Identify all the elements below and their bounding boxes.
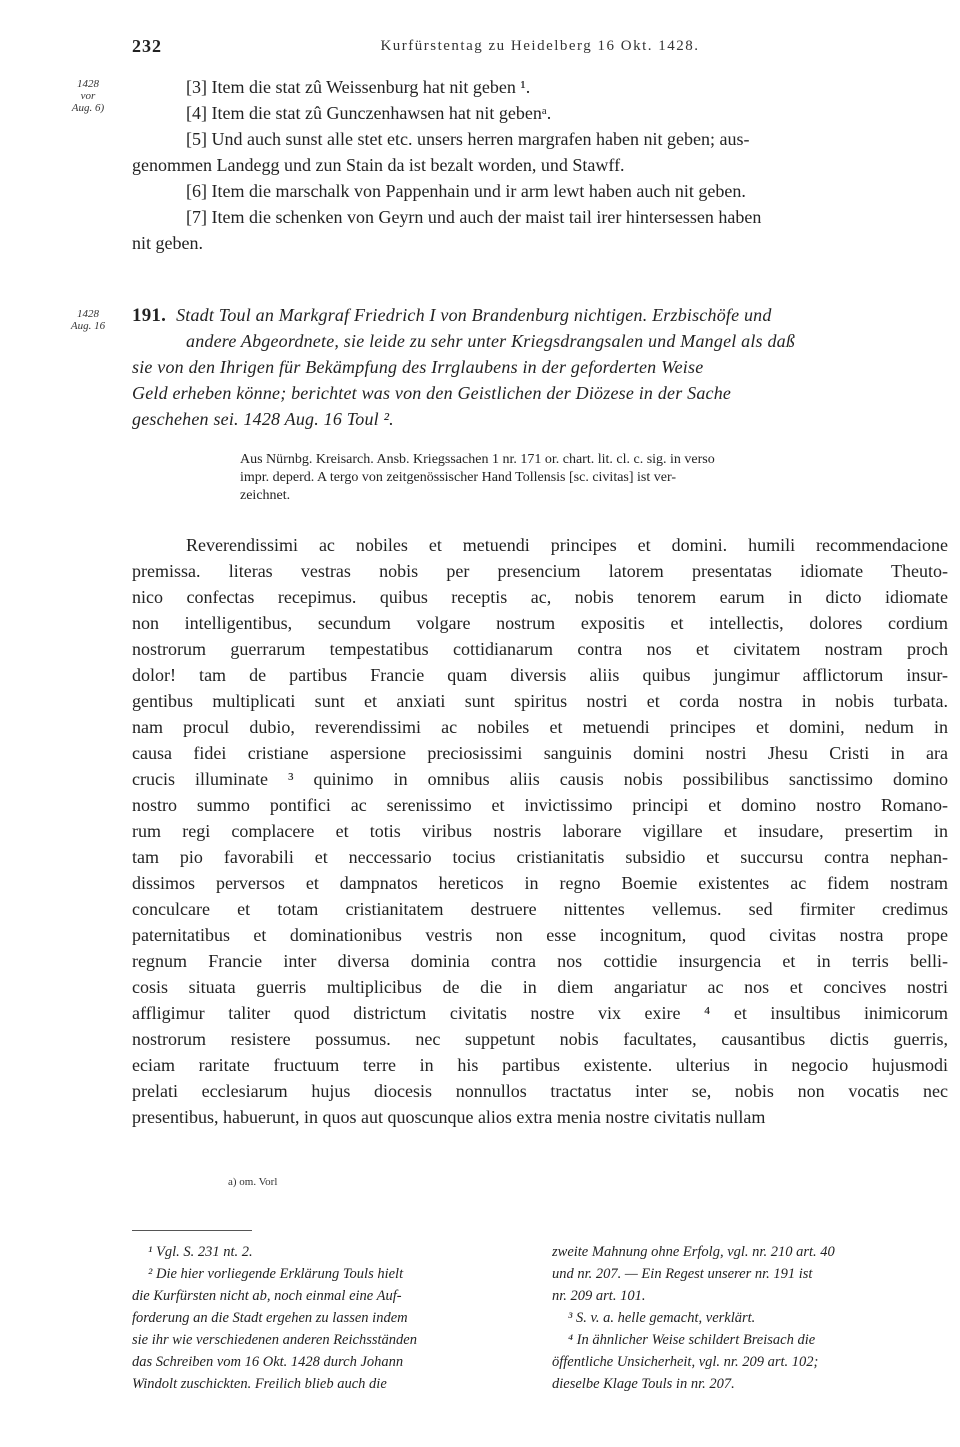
text-line: rum regi complacere et totis viribus nostris laborare vigillare et insudare, presertim in bbox=[132, 821, 948, 841]
text-line: prelati ecclesiarum hujus diocesis nonnullos tractatus inter se, nobis non vocatis nec bbox=[132, 1081, 948, 1101]
regest-line: Geld erheben könne; berichtet was von den Geistlichen der Diözese in der Sache bbox=[132, 383, 732, 403]
footnote-line: das Schreiben vom 16 Okt. 1428 durch Johann bbox=[132, 1354, 404, 1370]
regest-line: andere Abgeordnete, sie leide zu sehr unter Kriegsdrangsalen und Mangel als daß bbox=[186, 331, 796, 351]
text-line: nostro summo pontifici ac serenissimo et invictissimo principi et domino nostro Romano- bbox=[132, 795, 948, 815]
text-line: tam pio favorabili et neccessario tocius cristianitatis subsidio et succursu contra nephan- bbox=[132, 847, 948, 867]
items-list bbox=[132, 74, 948, 256]
text-line: nostrorum guerrarum tempestatibus cottidianarum contra nos et civitatem nostram proch bbox=[132, 639, 948, 659]
margin-date-line: Aug. 6) bbox=[71, 102, 105, 114]
regest-line: sie von den Ihrigen für Bekämpfung des Irrglaubens in der geforderten Weise bbox=[132, 357, 704, 377]
footnotes-left-column bbox=[132, 1241, 527, 1395]
list-item: [6] Item die marschalk von Pappenhain und ir arm lewt haben auch nit geben. bbox=[186, 181, 746, 201]
footnote-line: nr. 209 art. 101. bbox=[552, 1288, 646, 1304]
source-line: zeichnet. bbox=[240, 488, 291, 503]
footnote-line: öffentliche Unsicherheit, vgl. nr. 209 art. 102; bbox=[552, 1354, 819, 1370]
footnote-line: dieselbe Klage Touls in nr. 207. bbox=[552, 1376, 735, 1392]
list-item: [3] Item die stat zû Weissenburg hat nit geben ¹. bbox=[186, 77, 531, 97]
page-number: 232 bbox=[132, 36, 162, 56]
text-line: nostrorum resistere possumus. nec suppetunt nobis facultates, causantibus dictis guerris, bbox=[132, 1029, 948, 1049]
margin-date-line: vor bbox=[80, 90, 96, 102]
footnote-line: ² Die hier vorliegende Erklärung Touls hielt bbox=[148, 1266, 404, 1282]
text-line: nico confectas recepimus. quibus receptis ac, nobis tenorem earum in dicto idiomate bbox=[132, 587, 948, 607]
footnote-line: ¹ Vgl. S. 231 nt. 2. bbox=[148, 1244, 253, 1260]
regest-heading bbox=[132, 302, 948, 432]
running-title: Kurfürstentag zu Heidelberg 16 Okt. 1428. bbox=[380, 38, 700, 54]
margin-date-regest bbox=[60, 308, 116, 332]
text-line: nam procul dubio, reverendissimi ac nobiles et metuendi principes et domini, nedum in bbox=[132, 717, 948, 737]
text-line: gentibus multiplicati sunt et anxiati sunt spiritus nostri et corda nostra in nobis turbata. bbox=[132, 691, 948, 711]
footnote-line: forderung an die Stadt ergehen zu lassen indem bbox=[132, 1310, 408, 1326]
margin-date-line: Aug. 16 bbox=[70, 320, 106, 332]
text-line: regnum Francie inter diversa dominia contra nos cottidie insurgencia et in terris belli- bbox=[132, 951, 948, 971]
regest-line: 191. Stadt Toul an Markgraf Friedrich I von Brandenburg nichtigen. Erzbischöfe und bbox=[132, 305, 772, 326]
page-header bbox=[132, 36, 948, 62]
list-item: [5] Und auch sunst alle stet etc. unsers herren margrafen haben nit geben; aus- bbox=[186, 129, 750, 149]
source-line: impr. deperd. A tergo von zeitgenössischer Hand Tollensis [sc. civitas] ist ver- bbox=[240, 470, 677, 485]
text-line: paternitatibus et dominationibus vestris non esse incognitum, quod civitas nostra prope bbox=[132, 925, 948, 945]
list-item: [7] Item die schenken von Geyrn und auch der maist tail irer hintersessen haben bbox=[186, 207, 762, 227]
regest-line: geschehen sei. 1428 Aug. 16 Toul ². bbox=[132, 409, 394, 429]
variant-note: a) om. Vorl bbox=[228, 1176, 278, 1188]
footnotes-right-column bbox=[552, 1241, 947, 1395]
text-line: affligimur taliter quod districtum civitatis nostre vix exire ⁴ et insultibus inimicorum bbox=[132, 1003, 948, 1023]
text-line: conculcare et totam cristianitatem destruere nittentes vellemus. sed firmiter credimus bbox=[132, 899, 948, 919]
footnote-line: die Kurfürsten nicht ab, noch einmal eine Auf- bbox=[132, 1288, 402, 1304]
text-line: presentibus, habuerunt, in quos aut quoscunque alios extra menia nostre civitatis nullam bbox=[132, 1107, 766, 1127]
text-line: dolor! tam de partibus Francie quam diversis aliis quibus jungimur afflictorum insur- bbox=[132, 665, 948, 685]
footnote-line: zweite Mahnung ohne Erfolg, vgl. nr. 210 art. 40 bbox=[552, 1244, 835, 1260]
footnote-line: sie ihr wie verschiedenen anderen Reichsständen bbox=[132, 1332, 417, 1348]
list-item-continuation: genommen Landegg und zun Stain da ist bezalt worden, und Stawff. bbox=[132, 155, 625, 175]
text-line: crucis illuminate ³ quinimo in omnibus aliis causis nobis possibilibus sanctissimo domino bbox=[132, 769, 948, 789]
source-note bbox=[240, 451, 948, 505]
footnote-line: ³ S. v. a. helle gemacht, verklärt. bbox=[568, 1310, 756, 1326]
footnote-line: ⁴ In ähnlicher Weise schildert Breisach die bbox=[568, 1332, 816, 1348]
text-line: Reverendissimi ac nobiles et metuendi principes et domini. humili recommendacione bbox=[186, 535, 948, 555]
text-line: premissa. literas vestras nobis per presencium latorem presentatas idiomate Theuto- bbox=[132, 561, 948, 581]
document-number: 191. bbox=[132, 305, 167, 326]
text-line: dissimos perversos et dampnatos hereticos in regno Boemie existentes ac fidem nostram bbox=[132, 873, 948, 893]
footnote-line: Windolt zuschickten. Freilich blieb auch die bbox=[132, 1376, 387, 1392]
text-line: cosis situata guerris multiplicibus de die in diem angariatur ac nos et concives nostri bbox=[132, 977, 948, 997]
text-line: non intelligentibus, secundum volgare nostrum expositis et intellectis, dolores cordium bbox=[132, 613, 948, 633]
main-text bbox=[132, 532, 948, 1130]
margin-date-line: 1428 bbox=[77, 308, 99, 320]
footnote-line: und nr. 207. — Ein Regest unserer nr. 191 ist bbox=[552, 1266, 813, 1282]
source-line: Aus Nürnbg. Kreisarch. Ansb. Kriegssachen 1 nr. 171 or. chart. lit. cl. c. sig. in verso bbox=[240, 452, 715, 467]
list-item-continuation: nit geben. bbox=[132, 233, 203, 253]
margin-date-top bbox=[58, 78, 118, 114]
margin-date-line: 1428 bbox=[77, 78, 99, 90]
footnote-rule bbox=[132, 1230, 252, 1231]
list-item: [4] Item die stat zû Gunczenhawsen hat nit gebenᵃ. bbox=[186, 103, 552, 123]
text-line: causa fidei cristiane aspersione preciosissimi sanguinis domini nostri Jhesu Cristi in ara bbox=[132, 743, 948, 763]
text-line: eciam raritate fructuum terre in his partibus existente. ulterius in negocio hujusmodi bbox=[132, 1055, 948, 1075]
